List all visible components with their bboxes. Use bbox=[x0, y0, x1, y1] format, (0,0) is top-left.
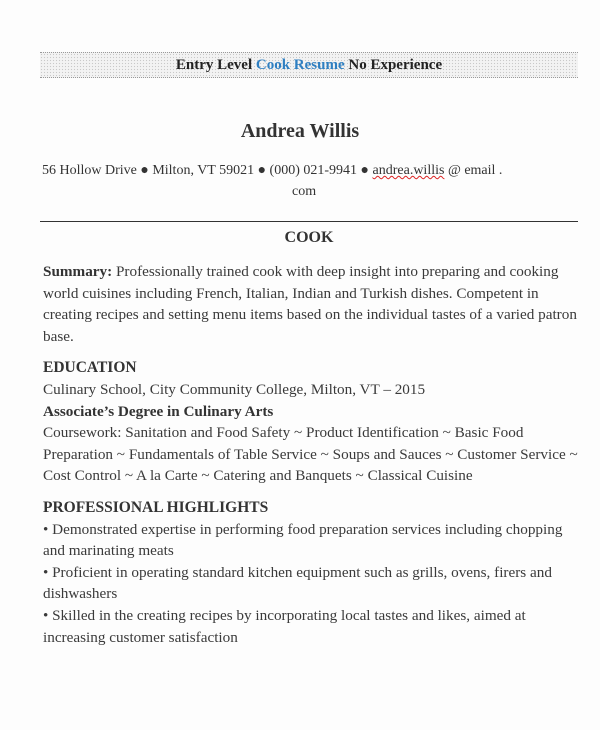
title-part-1: Entry Level bbox=[175, 57, 256, 73]
email-user: andrea.willis bbox=[372, 163, 445, 178]
highlight-item: • Skilled in the creating recipes by incorporating local tastes and likes, aimed at increasing customer satisfaction bbox=[43, 606, 526, 646]
email-domain: @ email . bbox=[444, 163, 503, 178]
email-tld: com bbox=[292, 184, 317, 199]
education-degree bbox=[43, 401, 583, 423]
role-heading: COOK bbox=[284, 229, 334, 246]
summary-label: Summary: bbox=[43, 263, 113, 280]
summary-text: Professionally trained cook with deep insight into preparing and cooking world cuisines including French, Italian, Indian and Turkish dishes. Competent in creating recipes and setting menu items based on the individual tastes of a varied patron base. bbox=[43, 263, 577, 345]
contact-info bbox=[42, 160, 582, 202]
education-coursework: Coursework: Sanitation and Food Safety ~ Product Identification ~ Basic Food Preparation ~ Fundamentals of Table Service ~ Soups and Sauces ~ Customer Service ~ Cost Control ~ A la Carte ~ Catering and Banquets ~ Classical Cuisine bbox=[43, 424, 578, 485]
education-school: Culinary School, City Community College, Milton, VT – 2015 bbox=[43, 380, 426, 398]
highlight-item: • Demonstrated expertise in performing food preparation services including chopping and marinating meats bbox=[43, 520, 563, 560]
address-phone: 56 Hollow Drive ● Milton, VT 59021 ● (000) 021-9941 ● bbox=[42, 163, 373, 178]
highlights-heading: PROFESSIONAL HIGHLIGHTS bbox=[43, 498, 269, 516]
resume-body bbox=[43, 261, 583, 648]
title-accent: Cook Resume bbox=[255, 57, 345, 73]
title-part-2: No Experience bbox=[344, 57, 443, 73]
document-title-band bbox=[40, 52, 578, 78]
degree-text: Associate’s Degree in Culinary Arts bbox=[43, 402, 274, 420]
summary-paragraph bbox=[43, 261, 583, 347]
education-heading: EDUCATION bbox=[43, 359, 137, 377]
highlight-item: • Proficient in operating standard kitchen equipment such as grills, ovens, firers and dishwashers bbox=[43, 563, 552, 603]
horizontal-rule bbox=[40, 221, 578, 222]
candidate-name: Andrea Willis bbox=[240, 120, 360, 142]
